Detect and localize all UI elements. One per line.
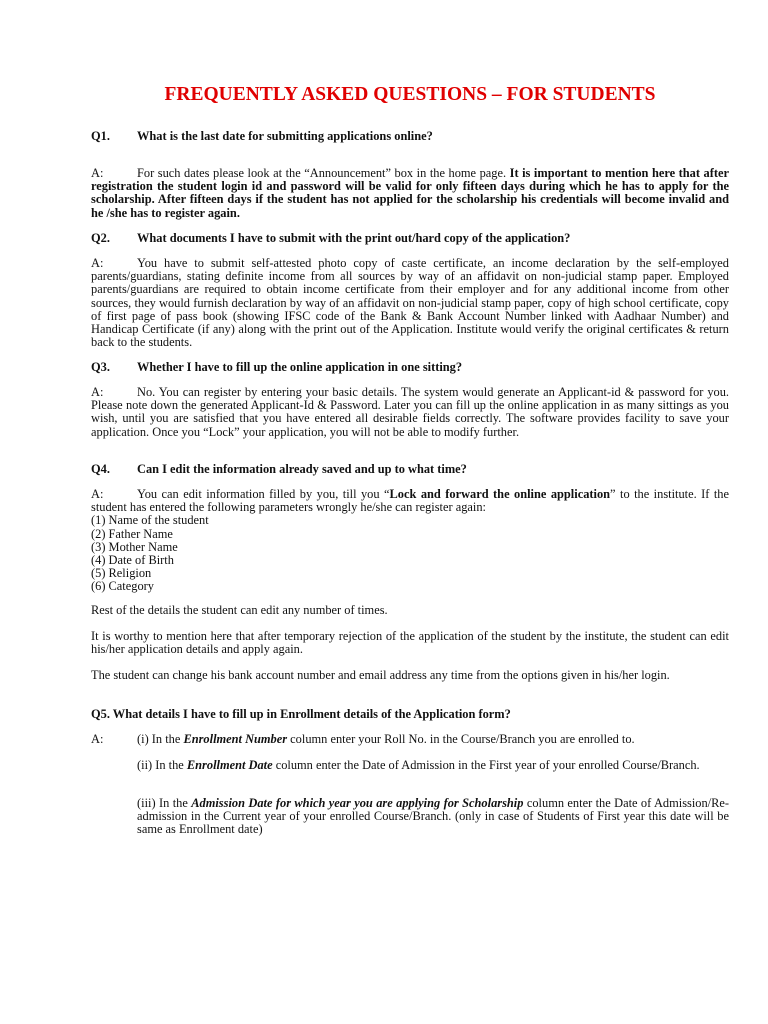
question-3	[91, 361, 729, 374]
question-2	[91, 232, 729, 245]
list-item: (2) Father Name	[91, 526, 173, 541]
answer-text: (iii) In the	[137, 796, 192, 810]
answer-1	[91, 167, 729, 220]
list-item: (6) Category	[91, 579, 154, 594]
field-name: Enrollment Date	[186, 758, 273, 772]
answer-label: A:	[91, 256, 104, 270]
answer-emphasis: It is important to mention here that after registration the student login id and password will be valid for only fifteen days during which he has to apply for the scholarship. After fifteen days if the student has not applied for the scholarship his credentials will become invalid and he /she has to register again.	[91, 166, 729, 220]
question-number: Q1.	[91, 129, 110, 143]
answer-text: (i) In the	[137, 732, 184, 746]
field-name: Admission Date for which year you are applying for Scholarship	[191, 796, 524, 810]
paragraph-temporary-rejection: It is worthy to mention here that after temporary rejection of the application of the student by the institute, the student can edit his/her application details and apply again.	[91, 629, 729, 657]
question-number: Q2.	[91, 231, 110, 245]
paragraph-bank-account: The student can change his bank account number and email address any time from the options given in his/her login.	[91, 668, 670, 682]
list-item: (4) Date of Birth	[91, 553, 174, 568]
answer-item-ii	[137, 759, 729, 772]
question-text: What is the last date for submitting applications online?	[137, 129, 433, 143]
answer-label: A:	[91, 166, 104, 180]
question-1	[91, 130, 729, 143]
answer-text-cont: column enter the Date of Admission in the First year of your enrolled Course/Branch.	[272, 758, 700, 772]
answer-text: (ii) In the	[137, 758, 187, 772]
answer-text-cont: ” to the institute. If the student has entered the following parameters wrongly he/she can register again:	[91, 487, 729, 515]
question-4	[91, 463, 729, 476]
question-5: Q5. What details I have to fill up in Enrollment details of the Application form?	[91, 707, 511, 721]
answer-item-i	[137, 733, 729, 746]
parameter-list	[91, 514, 729, 593]
answer-2	[91, 257, 729, 349]
question-text: Whether I have to fill up the online application in one sitting?	[137, 360, 463, 374]
list-item: (1) Name of the student	[91, 513, 209, 528]
list-item: (5) Religion	[91, 566, 152, 581]
field-name: Enrollment Number	[183, 732, 288, 746]
answer-emphasis: Lock and forward the online application	[389, 487, 611, 501]
answer-text: You can edit information filled by you, till you “	[137, 487, 390, 501]
question-number: Q3.	[91, 360, 110, 374]
answer-label: A:	[91, 732, 104, 746]
question-text: Can I edit the information already saved and up to what time?	[137, 462, 467, 476]
answer-text-cont: column enter your Roll No. in the Course/Branch you are enrolled to.	[287, 732, 635, 746]
answer-label: A:	[91, 487, 104, 501]
answer-4	[91, 488, 729, 594]
page-title: FREQUENTLY ASKED QUESTIONS – FOR STUDENTS	[164, 84, 656, 105]
answer-text: No. You can register by entering your basic details. The system would generate an Applicant-id & password for you. Please note down the generated Applicant-Id & Password. Later you can fill up the online application in as many sittings as you wish, until you are satisfied that you have entered all desirable fields correctly. The software provides facility to save your application. Once you “Lock” your application, you will not be able to modify further.	[91, 385, 729, 439]
answer-text: You have to submit self-attested photo copy of caste certificate, an income declaration by the self-employed parents/guardians, stating definite income from all sources by way of an affidavit on non-judicial stamp paper. Employed parents/guardians are required to obtain income certificate from their employer and for any additional income from other sources, they would furnish declaration by way of an affidavit on non-judicial stamp paper, copy of high school certificate, copy of first page of pass book (showing IFSC code of the Bank & Bank Account Number linked with Aadhaar Number) and Handicap Certificate (if any) along with the print out of the Application. Institute would verify the original certificates & return back to the students.	[91, 256, 729, 350]
answer-text: For such dates please look at the “Announcement” box in the home page.	[137, 166, 510, 180]
answer-5	[91, 733, 729, 843]
answer-label: A:	[91, 385, 104, 399]
question-number: Q4.	[91, 462, 110, 476]
answer-item-iii	[137, 797, 729, 837]
paragraph-edit-details: Rest of the details the student can edit any number of times.	[91, 603, 388, 617]
question-text: What documents I have to submit with the print out/hard copy of the application?	[137, 231, 571, 245]
answer-text-cont: column enter the Date of Admission/Re-admission in the Current year of your enrolled Course/Branch. (only in case of Students of First year this date will be same as Enrollment date)	[137, 796, 730, 837]
answer-3	[91, 386, 729, 439]
list-item: (3) Mother Name	[91, 539, 178, 554]
